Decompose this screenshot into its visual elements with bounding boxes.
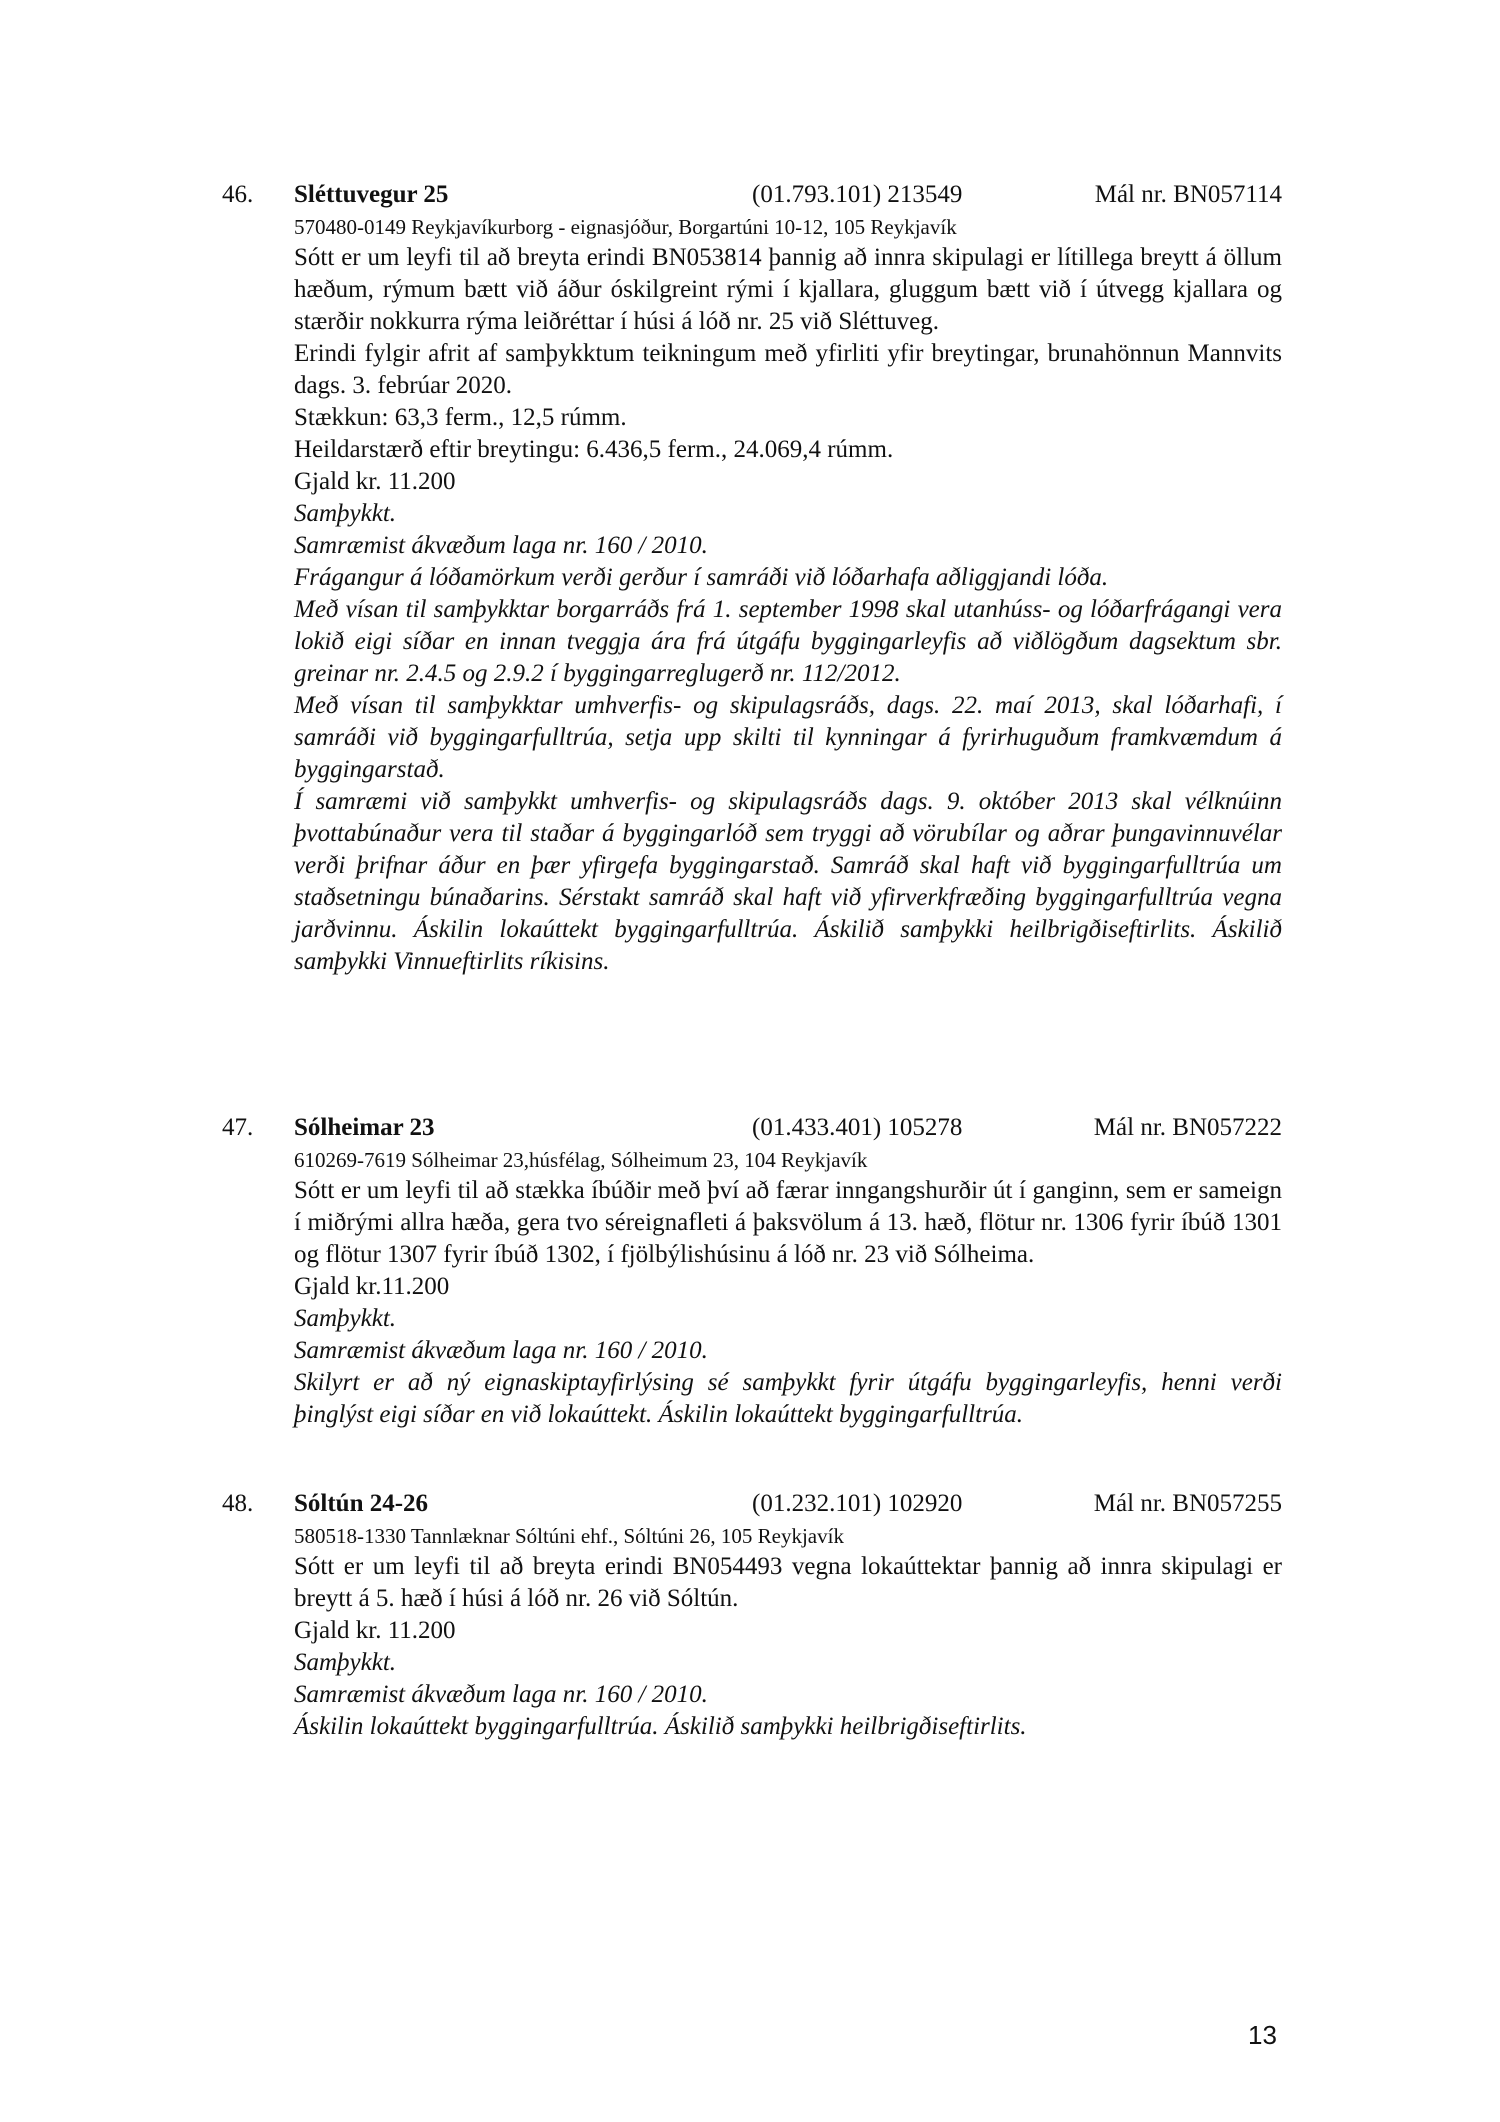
entry-owner: 570480-0149 Reykjavíkurborg - eignasjóður, Borgartúni 10-12, 105 Reykjavík — [294, 215, 957, 239]
decision: Samþykkt. — [294, 1649, 397, 1676]
application-text: Sótt er um leyfi til að breyta erindi BN054493 vegna lokaúttektar þannig að innra skipulagi er breytt á 5. hæð í húsi á lóð nr. 26 við Sóltún. — [294, 1553, 1282, 1612]
entry-number: 48. — [222, 1490, 254, 1517]
entry-land-id: (01.793.101) 213549 — [752, 181, 963, 208]
entry-body — [294, 1175, 1282, 1431]
fee: Gjald kr. 11.200 — [294, 1617, 456, 1644]
application-text: Sótt er um leyfi til að stækka íbúðir með því að færar inngangshurðir út í ganginn, sem er sameign í miðrými allra hæða, gera tvo séreignafleti á þaksvölum á 13. hæð, flötur nr. 1306 fyrir íbúð 1301 og flötur 1307 fyrir íbúð 1302, í fjölbýlishúsinu á lóð nr. 23 við Sólheima. — [294, 1177, 1282, 1268]
law-reference: Samræmist ákvæðum laga nr. 160 / 2010. — [294, 1337, 708, 1364]
entry-47 — [222, 1111, 1282, 1431]
entry-header — [222, 178, 1282, 212]
decision: Samþykkt. — [294, 1305, 397, 1332]
entry-48 — [222, 1487, 1282, 1743]
entry-owner: 580518-1330 Tannlæknar Sóltúni ehf., Sóltúni 26, 105 Reykjavík — [294, 1524, 844, 1548]
fee: Gjald kr.11.200 — [294, 1273, 450, 1300]
entry-address: Sléttuvegur 25 — [294, 181, 449, 208]
total-size: Heildarstærð eftir breytingu: 6.436,5 ferm., 24.069,4 rúmm. — [294, 436, 894, 463]
condition-4: Í samræmi við samþykkt umhverfis- og skipulagsráðs dags. 9. október 2013 skal vélknúinn þvottabúnaður vera til staðar á byggingarlóð sem tryggi að vörubílar og aðrar þungavinnuvélar verði þrifnar áður en þær yfirgefa byggingarstað. Samráð skal haft við byggingarfulltrúa um staðsetningu búnaðarins. Sérstakt samráð skal haft við yfirverkfræðing byggingarfulltrúa vegna jarðvinnu. Áskilin lokaúttekt byggingarfulltrúa. Áskilið samþykki heilbrigðiseftirlits. Áskilið samþykki Vinnueftirlits ríkisins. — [294, 788, 1282, 975]
entry-address: Sóltún 24-26 — [294, 1490, 429, 1517]
entry-owner: 610269-7619 Sólheimar 23,húsfélag, Sólheimum 23, 104 Reykjavík — [294, 1148, 868, 1172]
condition-1: Frágangur á lóðamörkum verði gerður í samráði við lóðarhafa aðliggjandi lóða. — [294, 564, 1109, 591]
condition-1: Áskilin lokaúttekt byggingarfulltrúa. Áskilið samþykki heilbrigðiseftirlits. — [294, 1713, 1027, 1740]
expansion-size: Stækkun: 63,3 ferm., 12,5 rúmm. — [294, 404, 627, 431]
condition-2: Með vísan til samþykktar borgarráðs frá 1. september 1998 skal utanhúss- og lóðarfrágangi vera lokið eigi síðar en innan tveggja ára frá útgáfu byggingarleyfis að viðlögðum dagsektum sbr. greinar nr. 2.4.5 og 2.9.2 í byggingarreglugerð nr. 112/2012. — [294, 596, 1282, 687]
entry-address: Sólheimar 23 — [294, 1114, 435, 1141]
attachment-note: Erindi fylgir afrit af samþykktum teikningum með yfirliti yfir breytingar, brunahönnun Mannvits dags. 3. febrúar 2020. — [294, 340, 1282, 399]
law-reference: Samræmist ákvæðum laga nr. 160 / 2010. — [294, 1681, 708, 1708]
entry-header — [222, 1111, 1282, 1145]
entry-case-number: Mál nr. BN057255 — [1093, 1490, 1282, 1517]
entry-body — [294, 1551, 1282, 1743]
entry-case-number: Mál nr. BN057222 — [1093, 1114, 1282, 1141]
entry-land-id: (01.433.401) 105278 — [752, 1114, 963, 1141]
application-text: Sótt er um leyfi til að breyta erindi BN053814 þannig að innra skipulagi er lítillega breytt á öllum hæðum, rýmum bætt við áður óskilgreint rými í kjallara, gluggum bætt við í útvegg kjallara og stærðir nokkurra rýma leiðréttar í húsi á lóð nr. 25 við Sléttuveg. — [294, 244, 1282, 335]
entry-land-id: (01.232.101) 102920 — [752, 1490, 963, 1517]
decision: Samþykkt. — [294, 500, 397, 527]
entry-header — [222, 1487, 1282, 1521]
page-number: 13 — [1248, 2020, 1277, 2050]
entry-46 — [222, 178, 1282, 978]
entry-case-number: Mál nr. BN057114 — [1094, 181, 1282, 208]
fee: Gjald kr. 11.200 — [294, 468, 456, 495]
entry-number: 46. — [222, 181, 254, 208]
law-reference: Samræmist ákvæðum laga nr. 160 / 2010. — [294, 532, 708, 559]
condition-1: Skilyrt er að ný eignaskiptayfirlýsing sé samþykkt fyrir útgáfu byggingarleyfis, henni verði þinglýst eigi síðar en við lokaúttekt. Áskilin lokaúttekt byggingarfulltrúa. — [294, 1369, 1282, 1428]
condition-3: Með vísan til samþykktar umhverfis- og skipulagsráðs, dags. 22. maí 2013, skal lóðarhafi, í samráði við byggingarfulltrúa, setja upp skilti til kynningar á fyrirhuguðum framkvæmdum á byggingarstað. — [294, 692, 1282, 783]
entry-number: 47. — [222, 1114, 254, 1141]
entry-body — [294, 242, 1282, 978]
